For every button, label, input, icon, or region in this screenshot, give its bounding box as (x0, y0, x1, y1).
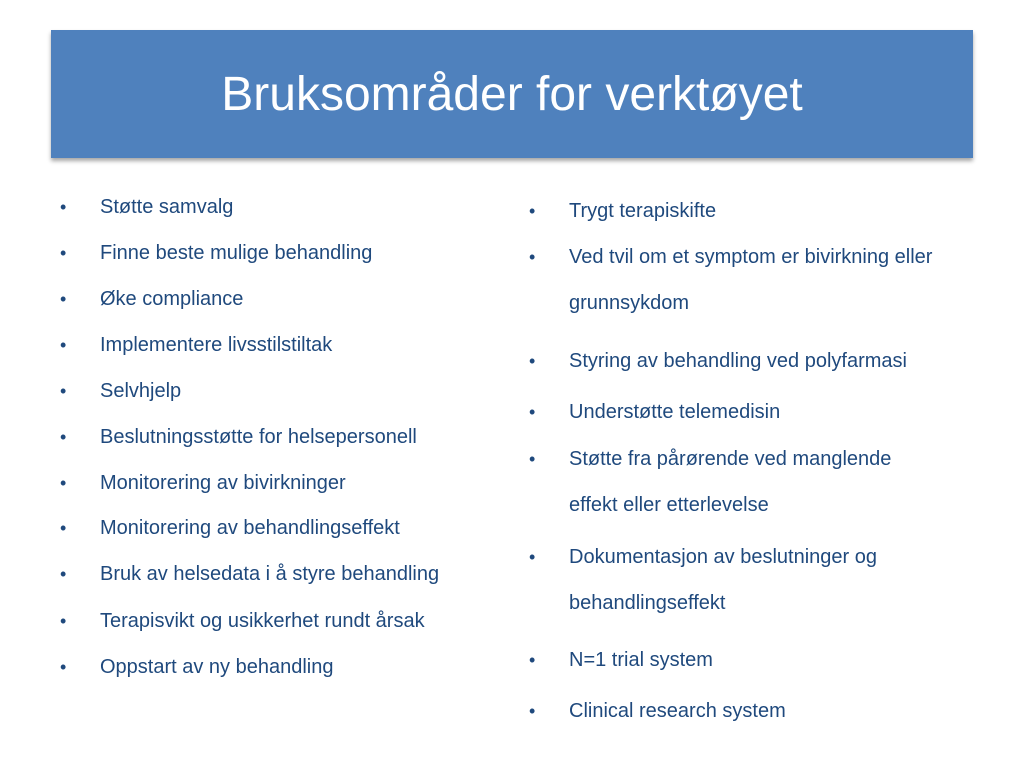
list-item-text: Øke compliance (100, 288, 244, 310)
list-item-text: Støtte samvalg (100, 196, 234, 218)
list-item-text: Monitorering av bivirkninger (100, 472, 346, 494)
list-item-text: Bruk av helsedata i å styre behandling (100, 563, 440, 585)
bullet-marker: • (60, 243, 67, 263)
list-item-text: Styring av behandling ved polyfarmasi (569, 350, 907, 372)
bullet-marker: • (60, 197, 67, 217)
bullet-marker: • (60, 518, 67, 538)
list-item-text: Beslutningsstøtte for helsepersonell (100, 426, 417, 448)
list-item-text: Understøtte telemedisin (569, 401, 781, 423)
list-item-text: Implementere livsstilstiltak (100, 334, 333, 356)
list-item-text: Clinical research system (569, 700, 786, 722)
list-item-text: Finne beste mulige behandling (100, 242, 373, 264)
list-item-text: Selvhjelp (100, 380, 182, 402)
bullet-marker: • (60, 381, 67, 401)
list-item-text: Oppstart av ny behandling (100, 656, 334, 678)
list-item-text: Trygt terapiskifte (569, 200, 717, 222)
bullet-marker: • (529, 701, 536, 721)
bullet-marker: • (529, 351, 536, 371)
list-item-text: Terapisvikt og usikkerhet rundt årsak (100, 610, 425, 632)
list-item-text: N=1 trial system (569, 649, 713, 671)
list-item (529, 240, 989, 332)
bullet-marker: • (60, 427, 67, 447)
list-item (529, 442, 989, 534)
bullet-marker: • (60, 657, 67, 677)
bullet-marker: • (529, 201, 536, 221)
bullet-marker: • (60, 335, 67, 355)
title-banner (51, 30, 973, 158)
bullet-marker: • (529, 402, 536, 422)
list-item-text: Monitorering av behandlingseffekt (100, 517, 400, 539)
bullet-marker: • (60, 473, 67, 493)
list-item-text: Støtte fra pårørende ved manglende effekt eller etterlevelse (569, 448, 892, 516)
bullet-marker: • (529, 547, 536, 567)
bullet-marker: • (529, 449, 536, 469)
slide-title: Bruksområder for verktøyet (221, 67, 803, 121)
list-item-text: Dokumentasjon av beslutninger og behandlingseffekt (569, 546, 877, 614)
list-item (529, 540, 989, 632)
list-item-text: Ved tvil om et symptom er bivirkning eller grunnsykdom (569, 246, 933, 314)
bullet-marker: • (60, 289, 67, 309)
bullet-marker: • (60, 564, 67, 584)
bullet-marker: • (529, 247, 536, 267)
bullet-marker: • (60, 611, 67, 631)
bullet-marker: • (529, 650, 536, 670)
